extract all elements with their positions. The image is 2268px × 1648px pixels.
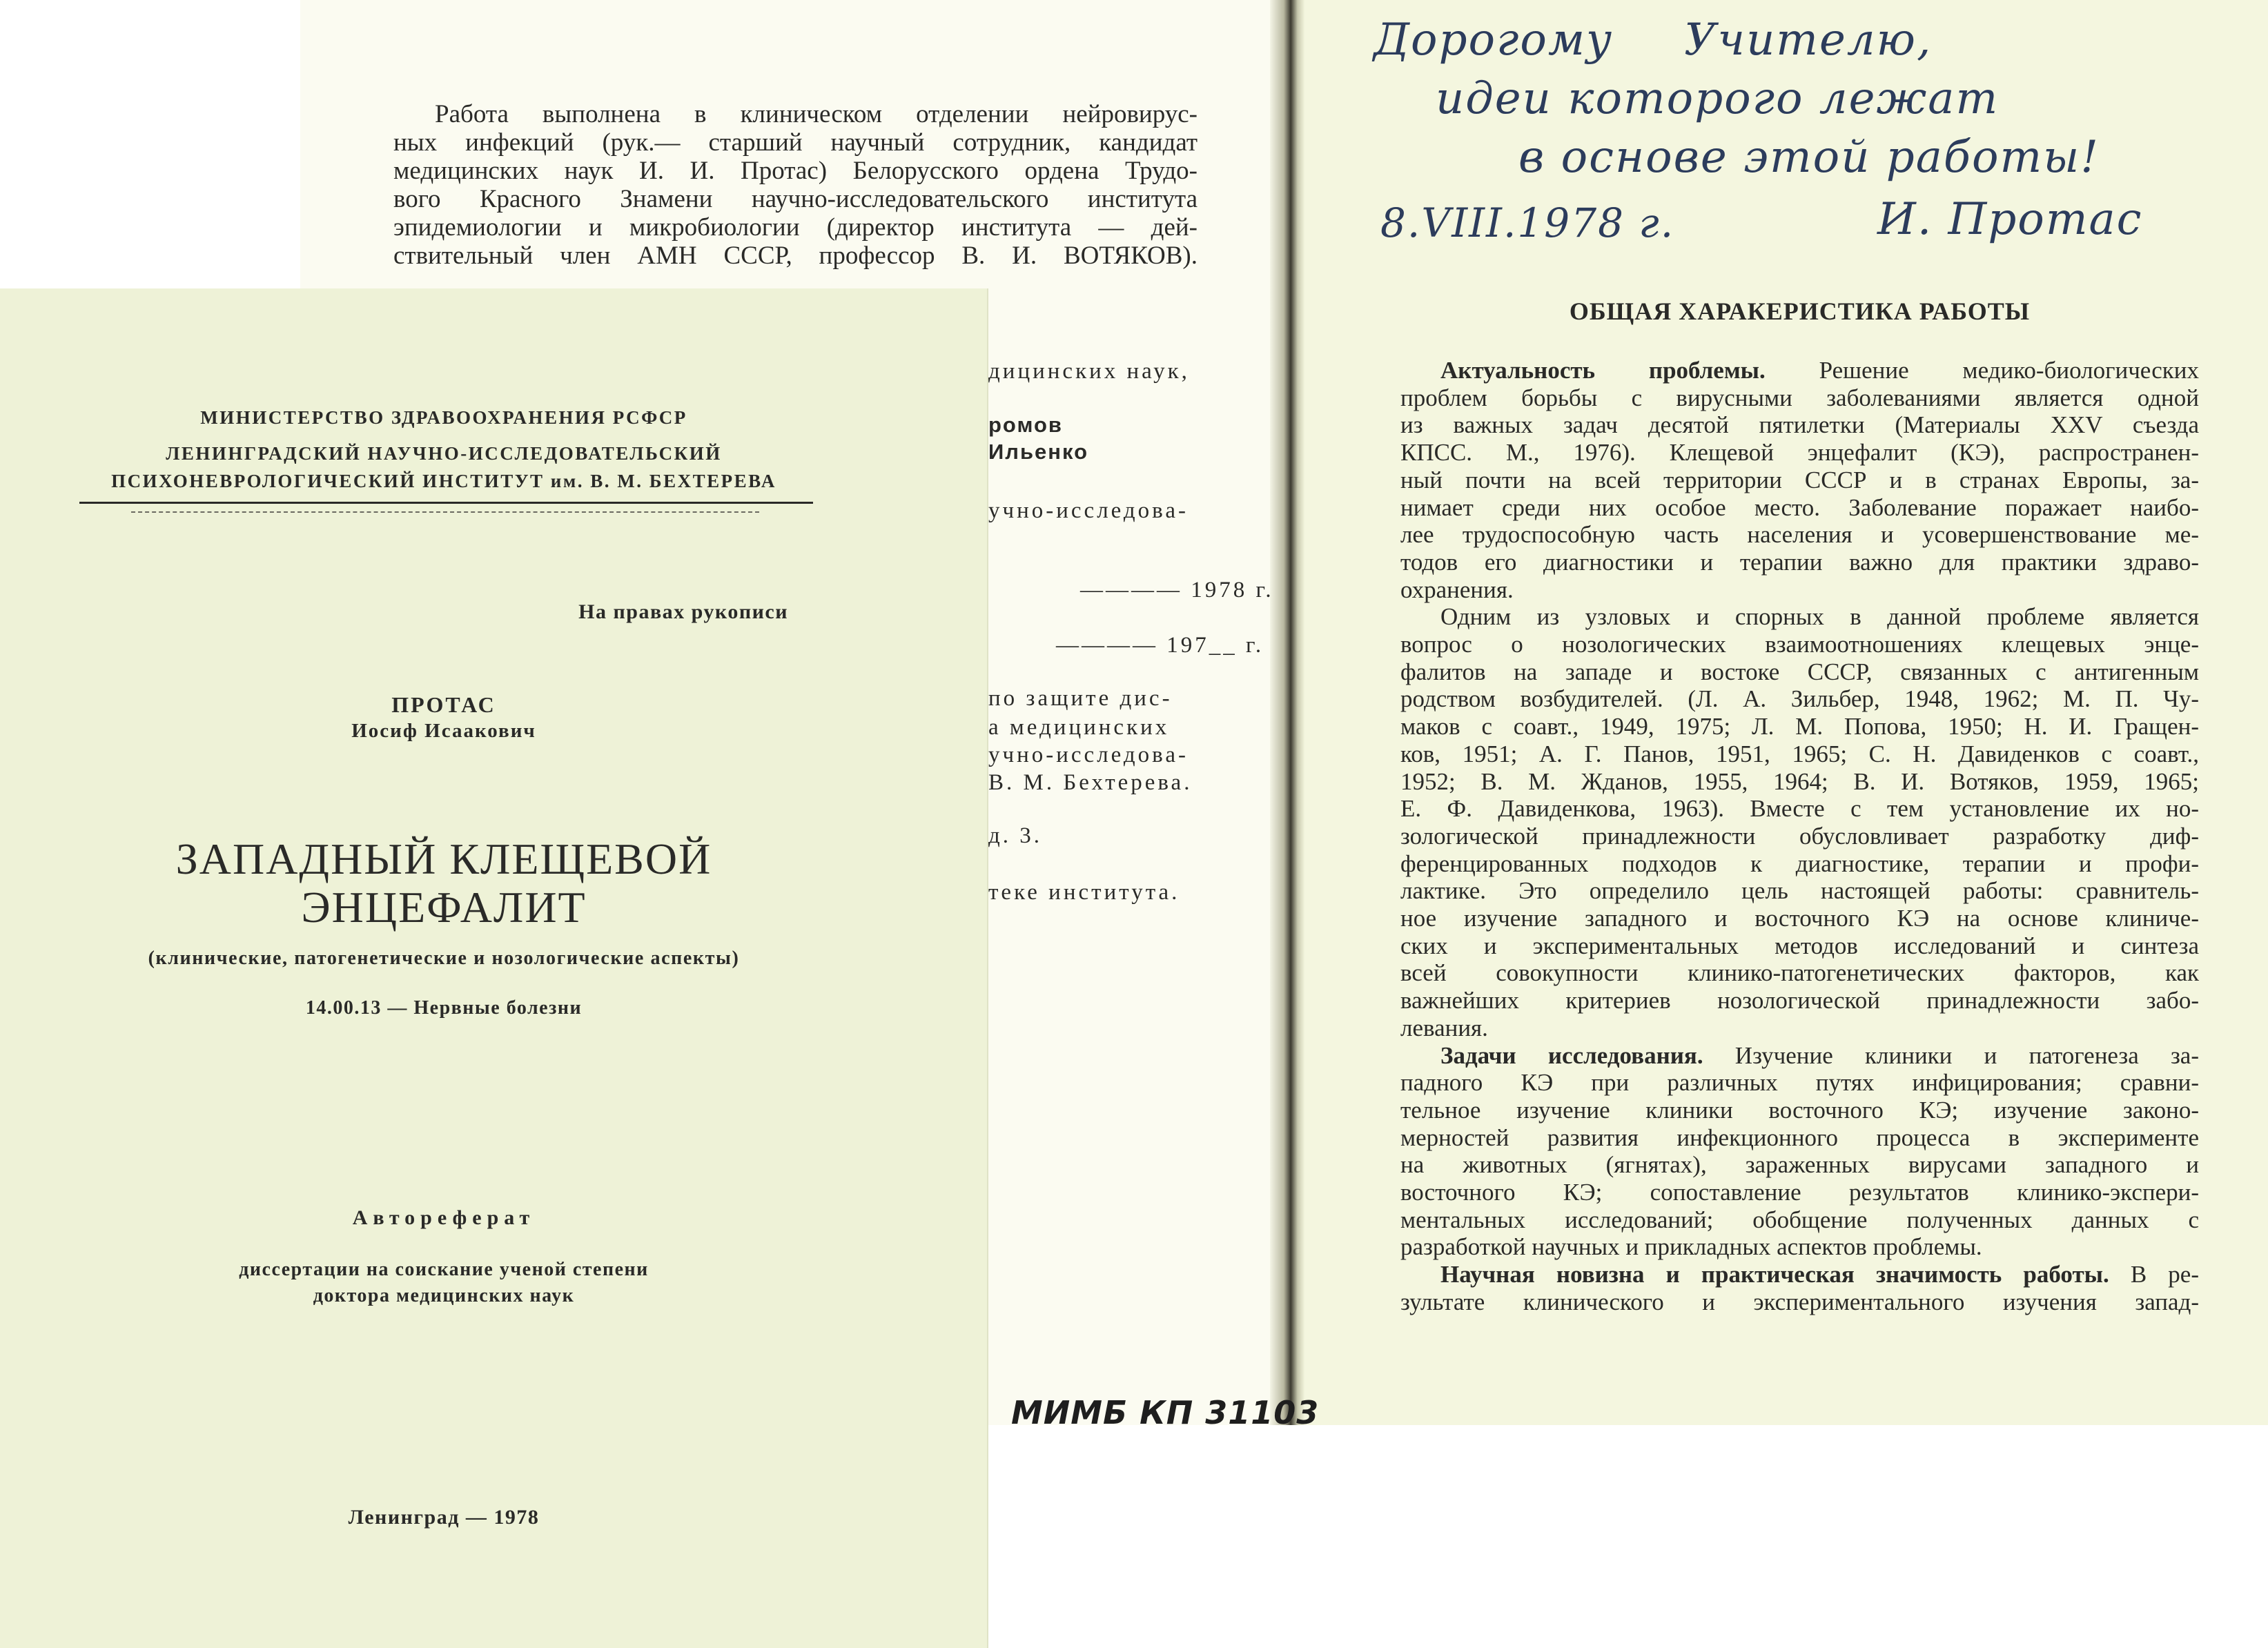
text-line	[1400, 905, 2199, 932]
text-line	[1400, 576, 2199, 604]
line-text: Решение медико-биологических	[1765, 357, 2199, 384]
header-rule	[79, 502, 813, 504]
subtitle: (клинические, патогенетические и нозологические аспекты)	[148, 948, 740, 969]
line-text: ный почти на всей территории СССР и в странах Европы, за-	[1400, 466, 2199, 493]
title-line2: ЭНЦЕФАЛИТ	[301, 883, 587, 932]
line-text: ное изучение западного и восточного КЭ на основе клиниче-	[1400, 905, 2199, 932]
text-line	[1400, 357, 2199, 384]
line-text: маков с соавт., 1949, 1975; Л. М. Попова, 1950; Н. И. Гращен-	[1400, 713, 2199, 740]
line-text: охранения.	[1400, 576, 1514, 603]
line-text: Е. Ф. Давиденкова, 1963). Вместе с тем установление их но-	[1400, 795, 2199, 823]
text-line	[1400, 1124, 2199, 1152]
rights-notice: На правах рукописи	[578, 600, 788, 623]
line-text: лактике. Это определило цель настоящей работы: сравнитель-	[1400, 877, 2199, 905]
text-line	[1400, 1261, 2199, 1288]
line-text: фалитов на западе и востоке СССР, связанных с антигенным	[1400, 658, 2199, 685]
partial-line: дицинских наук,	[988, 359, 1190, 384]
inscription-line1: Дорогому	[1373, 14, 1614, 66]
line-text: восточного КЭ; сопоставление результатов клинико-экспери-	[1400, 1179, 2199, 1206]
text-line	[1400, 439, 2199, 467]
header-rule-dashed	[131, 511, 759, 513]
line-text: Изучение клиники и патогенеза за-	[1703, 1041, 2199, 1069]
line-text: разработкой научных и прикладных аспектов проблемы.	[1400, 1233, 1982, 1261]
institute-name-line2: ПСИХОНЕВРОЛОГИЧЕСКИЙ ИНСТИТУТ им. В. М. БЕХТЕРЕВА	[111, 471, 776, 491]
line-text: важнейших критериев нозологической принадлежности забо-	[1400, 987, 2199, 1014]
line-text: нимает среди них особое место. Заболевание поражает наибо-	[1400, 493, 2199, 521]
author-given-names: Иосиф Исаакович	[351, 720, 536, 742]
run-in-heading: Задачи исследования.	[1440, 1041, 1703, 1069]
verso-line: эпидемиологии и микробиологии (директор института — дей-	[393, 213, 1197, 242]
partial-line: ———— 1978 г.	[1080, 578, 1274, 602]
line-text: проблем борьбы с вирусными заболеваниями является одной	[1400, 384, 2199, 411]
inscription-line4: в основе этой работы!	[1518, 132, 2100, 183]
verso-line: ных инфекций (рук.— старший научный сотрудник, кандидат	[393, 128, 1197, 157]
run-in-heading: Актуальность проблемы.	[1440, 357, 1766, 384]
line-text: тодов его диагностики и терапии важно для практики здраво-	[1400, 548, 2199, 576]
run-in-heading: Научная новизна и практическая значимость работы.	[1440, 1261, 2109, 1288]
place-year: Ленинград — 1978	[348, 1506, 540, 1529]
text-line	[1400, 549, 2199, 576]
text-line	[1400, 1042, 2199, 1070]
line-text: В ре-	[2109, 1261, 2199, 1288]
verso-line: ствительный член АМН СССР, профессор В. И. ВОТЯКОВ).	[393, 242, 1197, 270]
text-line	[1400, 987, 2199, 1014]
text-line	[1400, 1206, 2199, 1234]
text-line	[1400, 850, 2199, 878]
inscription-line3: идеи которого лежат	[1436, 73, 2000, 124]
text-line	[1400, 1069, 2199, 1097]
ministry-name: МИНИСТЕРСТВО ЗДРАВООХРАНЕНИЯ РСФСР	[200, 407, 687, 428]
text-line	[1400, 467, 2199, 494]
degree-line1: диссертации на соискание ученой степени	[239, 1259, 649, 1280]
title-line1: ЗАПАДНЫЙ КЛЕЩЕВОЙ	[175, 834, 712, 883]
text-line	[1400, 521, 2199, 549]
partial-line: по защите дис-	[988, 686, 1173, 711]
inventory-stamp: МИМБ КП 31103	[1011, 1394, 1320, 1431]
partial-line: учно-исследова-	[988, 743, 1189, 767]
section-heading: ОБЩАЯ ХАРАКЕРИСТИКА РАБОТЫ	[1569, 297, 2031, 325]
verso-line: вого Красного Знамени научно-исследовательского института	[393, 185, 1197, 213]
document-type: Автореферат	[352, 1206, 536, 1229]
line-text: всей совокупности клинико-патогенетических факторов, как	[1400, 959, 2199, 987]
verso-line: медицинских наук И. И. Протас) Белорусского ордена Трудо-	[393, 157, 1197, 185]
text-line	[1400, 1288, 2199, 1316]
text-line	[1400, 494, 2199, 522]
partial-line: Ильенко	[988, 440, 1089, 464]
partial-line: В. М. Бехтерева.	[988, 770, 1193, 795]
inscription-line2: Учителю,	[1684, 14, 1933, 66]
partial-line: д. 3.	[988, 823, 1043, 848]
line-text: левания.	[1400, 1014, 1488, 1041]
line-text: вопрос о нозологических взаимоотношениях клещевых энце-	[1400, 631, 2199, 658]
partial-line: ромов	[988, 413, 1063, 437]
partial-line: теке института.	[988, 880, 1180, 905]
line-text: родством возбудителей. (Л. А. Зильбер, 1948, 1962; М. П. Чу-	[1400, 685, 2199, 713]
text-line	[1400, 877, 2199, 905]
text-line	[1400, 384, 2199, 412]
line-text: зологической принадлежности обусловливает разработку диф-	[1400, 822, 2199, 850]
text-line	[1400, 740, 2199, 768]
text-line	[1400, 959, 2199, 987]
text-line	[1400, 631, 2199, 658]
line-text: КПСС. М., 1976). Клещевой энцефалит (КЭ), распространен-	[1400, 439, 2199, 467]
author-surname: ПРОТАС	[391, 692, 496, 717]
text-line	[1400, 1151, 2199, 1179]
line-text: зультате клинического и экспериментального изучения запад-	[1400, 1288, 2199, 1315]
line-text: ференцированных подходов к диагностике, терапии и профи-	[1400, 850, 2199, 877]
partial-line: а медицинских	[988, 715, 1170, 740]
cover-page	[0, 288, 987, 1648]
text-line	[1400, 713, 2199, 740]
text-line	[1400, 1097, 2199, 1124]
inscription-date: 8.VIII.1978 г.	[1380, 199, 1675, 246]
line-text: из важных задач десятой пятилетки (Материалы XXV съезда	[1400, 411, 2199, 439]
line-text: ских и экспериментальных методов исследований и синтеза	[1400, 932, 2199, 959]
line-text: 1952; В. М. Жданов, 1955, 1964; В. И. Вотяков, 1959, 1965;	[1400, 767, 2199, 795]
partial-line: ———— 197__ г.	[1056, 633, 1264, 658]
institute-name-line1: ЛЕНИНГРАДСКИЙ НАУЧНО-ИССЛЕДОВАТЕЛЬСКИЙ	[166, 443, 722, 464]
line-text: на животных (ягнятах), зараженных вирусами западного и	[1400, 1151, 2199, 1179]
line-text: лее трудоспособную часть населения и усовершенствование ме-	[1400, 521, 2199, 549]
line-text: Одним из узловых и спорных в данной проблеме является	[1440, 603, 2199, 631]
specialty: 14.00.13 — Нервные болезни	[305, 997, 583, 1019]
line-text: ментальных исследований; обобщение полученных данных с	[1400, 1206, 2199, 1233]
author-signature: И. Протас	[1877, 194, 2143, 245]
book-spine-shadow	[1270, 0, 1304, 1425]
partial-line: учно-исследова-	[988, 498, 1189, 523]
text-line	[1400, 1179, 2199, 1206]
text-line	[1400, 823, 2199, 850]
text-line	[1400, 603, 2199, 631]
text-line	[1400, 685, 2199, 713]
verso-line: Работа выполнена в клиническом отделении нейровирус-	[435, 100, 1197, 128]
line-text: падного КЭ при различных путях инфицирования; сравни-	[1400, 1069, 2199, 1097]
degree-line2: доктора медицинских наук	[313, 1285, 575, 1306]
line-text: тельное изучение клиники восточного КЭ; изучение законо-	[1400, 1096, 2199, 1124]
line-text: мерностей развития инфекционного процесса в эксперименте	[1400, 1124, 2199, 1151]
text-line	[1400, 768, 2199, 796]
text-line	[1400, 411, 2199, 439]
text-line	[1400, 1014, 2199, 1042]
text-line	[1400, 1233, 2199, 1261]
text-line	[1400, 658, 2199, 686]
text-line	[1400, 932, 2199, 960]
text-line	[1400, 795, 2199, 823]
line-text: ков, 1951; А. Г. Панов, 1951, 1965; С. Н. Давиденков с соавт.,	[1400, 740, 2199, 767]
